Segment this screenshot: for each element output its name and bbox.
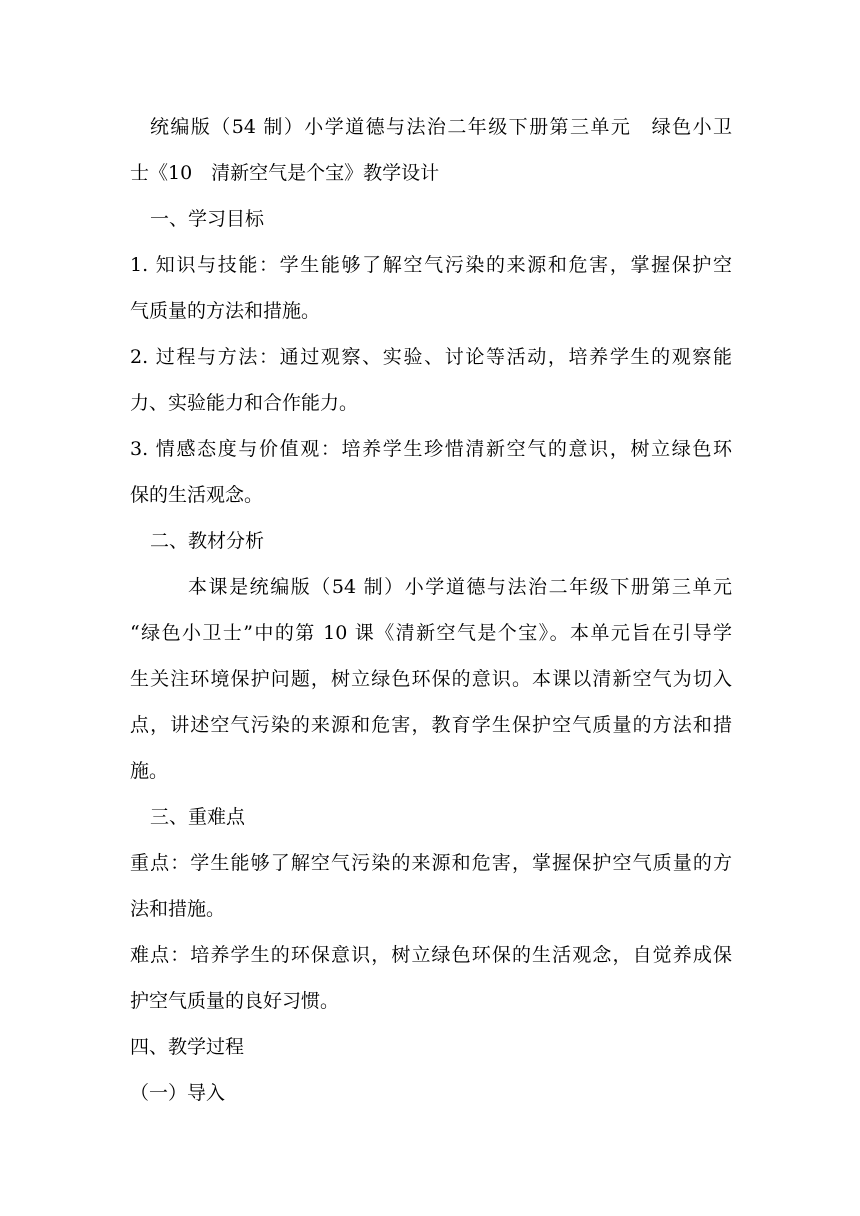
subsection-heading-introduction: （一）导入 <box>130 1082 226 1104</box>
difficult-point-line-1: 难点：培养学生的环保意识，树立绿色环保的生活观念，自觉养成保 <box>130 944 732 966</box>
section-heading-key-points: 三、重难点 <box>150 806 246 828</box>
analysis-line-2: “绿色小卫士”中的第 10 课《清新空气是个宝》。本单元旨在引导学 <box>130 622 732 644</box>
goal-2-line-2: 力、实验能力和合作能力。 <box>130 392 359 414</box>
key-point-line-2: 法和措施。 <box>130 898 226 920</box>
key-point-line-1: 重点：学生能够了解空气污染的来源和危害，掌握保护空气质量的方 <box>130 852 732 874</box>
goal-3-line-1: 3. 情感态度与价值观：培养学生珍惜清新空气的意识，树立绿色环 <box>130 438 732 460</box>
goal-1-line-1: 1. 知识与技能：学生能够了解空气污染的来源和危害，掌握保护空 <box>130 254 732 276</box>
section-heading-teaching-process: 四、教学过程 <box>130 1036 245 1058</box>
document-title-line-1: 统编版（54 制）小学道德与法治二年级下册第三单元 绿色小卫 <box>150 116 732 138</box>
section-heading-learning-goals: 一、学习目标 <box>150 208 265 230</box>
analysis-line-3: 生关注环境保护问题，树立绿色环保的意识。本课以清新空气为切入 <box>130 668 732 690</box>
difficult-point-line-2: 护空气质量的良好习惯。 <box>130 990 340 1012</box>
goal-1-line-2: 气质量的方法和措施。 <box>130 300 321 322</box>
document-page <box>130 112 732 1124</box>
document-title-line-2: 士《10 清新空气是个宝》教学设计 <box>130 162 440 184</box>
analysis-line-5: 施。 <box>130 760 169 782</box>
goal-2-line-1: 2. 过程与方法：通过观察、实验、讨论等活动，培养学生的观察能 <box>130 346 732 368</box>
goal-3-line-2: 保的生活观念。 <box>130 484 264 506</box>
analysis-line-1: 本课是统编版（54 制）小学道德与法治二年级下册第三单元 <box>188 576 732 598</box>
section-heading-material-analysis: 二、教材分析 <box>150 530 265 552</box>
analysis-line-4: 点，讲述空气污染的来源和危害，教育学生保护空气质量的方法和措 <box>130 714 732 736</box>
